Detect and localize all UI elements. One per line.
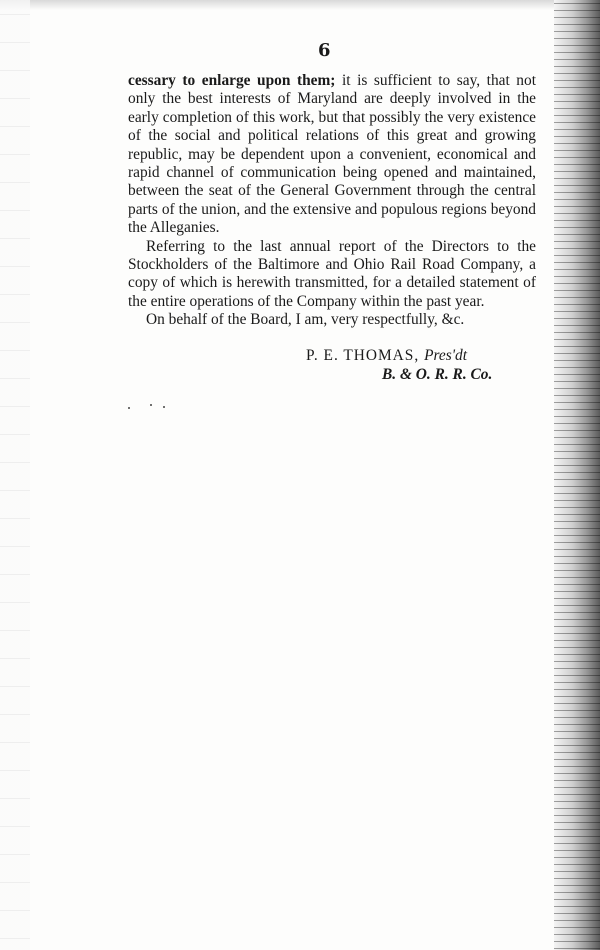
paragraph-1-lead: cessary to enlarge upon them; xyxy=(128,72,336,89)
ink-speck xyxy=(128,407,130,409)
paragraph-1-text: it is sufficient to say, that not only the best interests of Maryland are deeply involved in the early completion of this work, but that possibly the very existence of the social and political relations of this great and growing republic, may be dependent upon a convenient, economical and rapid channel of communication being opened and maintained, between the seat of the General Government through the central parts of the union, and the extensive and populous regions beyond the Alleganies. xyxy=(128,72,536,237)
paragraph-2 xyxy=(128,238,536,312)
scan-top-edge xyxy=(0,0,600,10)
signature-organization: B. & O. R. R. Co. xyxy=(382,366,493,383)
paragraph-3 xyxy=(128,311,536,329)
signature-title: Pres'dt xyxy=(424,347,467,364)
letter-body xyxy=(128,72,536,330)
scan-left-edge xyxy=(0,0,30,950)
paragraph-3-text: On behalf of the Board, I am, very respectfully, &c. xyxy=(146,311,465,329)
ink-speck xyxy=(163,406,165,408)
paragraph-2-text: Referring to the last annual report of the Directors to the Stockholders of the Baltimore and Ohio Rail Road Company, a copy of which is herewith transmitted, for a detailed statement of the entire operations of the Company within the past year. xyxy=(128,237,536,310)
paragraph-1 xyxy=(128,72,536,238)
signature-name-line xyxy=(306,347,467,365)
ink-speck xyxy=(150,404,152,406)
signature-name: P. E. THOMAS, xyxy=(306,347,420,364)
scan-binding-edge xyxy=(554,0,600,950)
page-number: 6 xyxy=(318,40,331,61)
